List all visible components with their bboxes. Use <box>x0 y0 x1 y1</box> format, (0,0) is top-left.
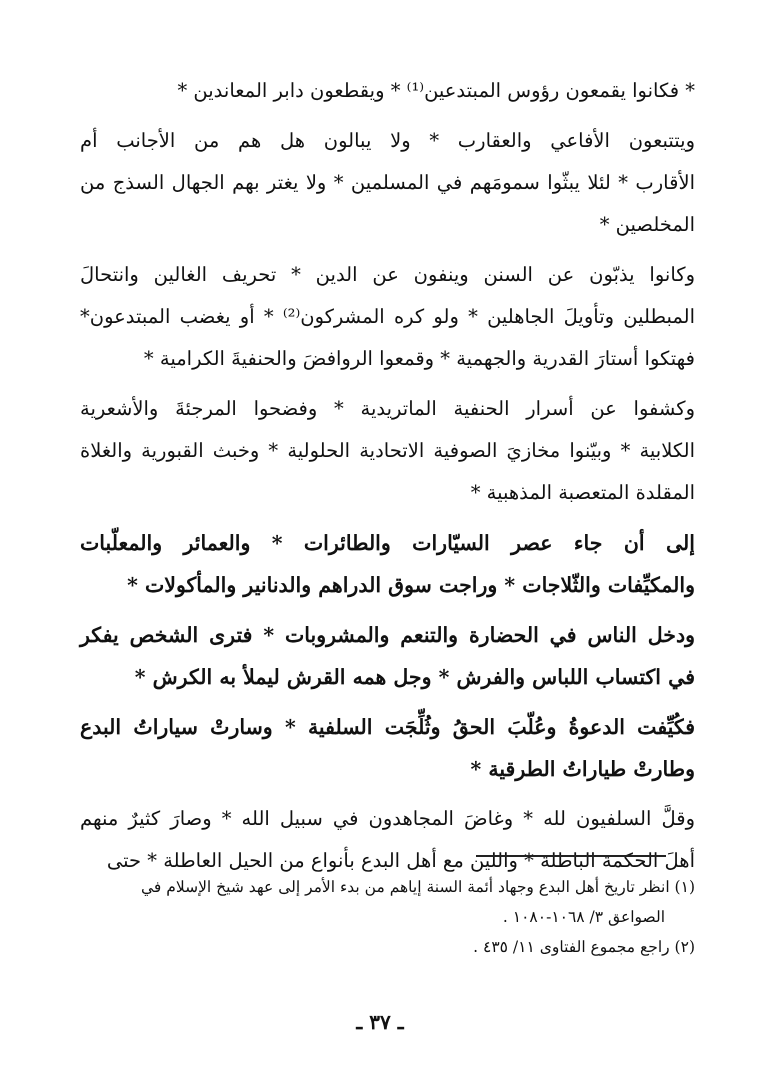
main-text <box>80 70 695 890</box>
footnote-line: (٢) راجع مجموع الفتاوى ١١/ ٤٣٥ . <box>473 938 695 956</box>
text-line: وطارتْ طياراتُ الطرقية * <box>470 757 695 781</box>
text-line: أهلَ الحكمة الباطلة * واللين مع أهل البدع بأنواع من الحيل العاطلة * حتى <box>106 849 695 872</box>
footnote-line: (١) انظر تاريخ أهل البدع وجهاد أئمة السنة إياهم من بدء الأمر إلى عهد شيخ الإسلام في <box>140 878 695 896</box>
text-line: وكشفوا عن أسرار الحنفية الماتريدية * وفضحوا المرجئةَ والأشعرية <box>80 397 695 420</box>
paragraph <box>80 120 695 246</box>
paragraph <box>80 798 695 882</box>
text-line: المبطلين وتأويلَ الجاهلين * ولو كره المشركون⁽²⁾ * أو يغضب المبتدعون* <box>80 305 695 328</box>
text-line: فهتكوا أستارَ القدرية والجهمية * وقمعوا الروافضَ والحنفيةَ الكرامية * <box>143 347 695 370</box>
text-line: الكلابية * وبيّنوا مخازيَ الصوفية الاتحادية الحلولية * وخبث القبورية والغلاة <box>80 439 695 462</box>
text-line: ويتتبعون الأفاعي والعقارب * ولا يبالون هل هم من الأجانب أم <box>80 129 695 152</box>
footnote-divider <box>476 855 666 857</box>
footnote <box>80 872 695 932</box>
text-line: وكانوا يذبّون عن السنن وينفون عن الدين * تحريف الغالين وانتحالَ <box>80 263 695 286</box>
text-line: إلى أن جاء عصر السيّارات والطائرات * والعمائر والمعلّبات <box>80 531 695 555</box>
text-line: فكُيِّفت الدعوةُ وعُلّبَ الحقُ وثُلِّجَت السلفية * وسارتْ سياراتُ البدع <box>80 715 695 739</box>
text-line: الأقارب * لئلا يبثّوا سمومَهم في المسلمين * ولا يغتر بهم الجهال السذج من <box>80 171 695 194</box>
paragraph <box>80 388 695 514</box>
text-line: المقلدة المتعصبة المذهبية * <box>470 481 695 504</box>
text-line: المخلصين * <box>599 213 695 236</box>
text-line: في اكتساب اللباس والفرش * وجل همه القرش ليملأ به الكرش * <box>134 665 695 689</box>
paragraph <box>80 254 695 380</box>
text-line: وقلَّ السلفيون لله * وغاضَ المجاهدون في سبيل الله * وصارَ كثيرٌ منهم <box>80 807 695 830</box>
paragraph <box>80 70 695 112</box>
footnote-line: الصواعق ٣/ ١٠٦٨-١٠٨٠ . <box>502 908 665 926</box>
text-line: والمكيِّفات والثّلاجات * وراجت سوق الدراهم والدنانير والمأكولات * <box>127 573 695 597</box>
paragraph <box>80 706 695 790</box>
text-line: ودخل الناس في الحضارة والتنعم والمشروبات * فترى الشخص يفكر <box>80 623 695 647</box>
footnotes <box>80 872 695 962</box>
paragraph <box>80 614 695 698</box>
paragraph <box>80 522 695 606</box>
footnote <box>80 932 695 962</box>
page-number: ـ ٣٧ ـ <box>356 1010 404 1034</box>
text-line: * فكانوا يقمعون رؤوس المبتدعين⁽¹⁾ * ويقطعون دابر المعاندين * <box>177 79 695 102</box>
